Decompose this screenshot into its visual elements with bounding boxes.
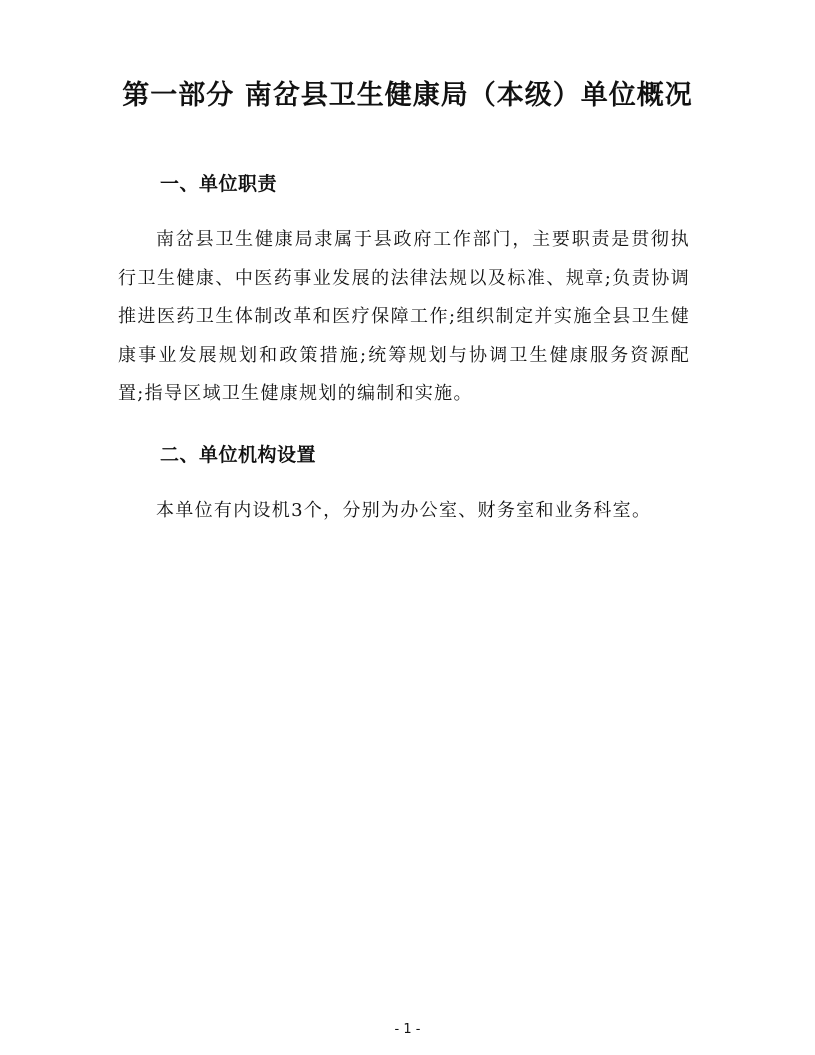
section-heading-duties: 一、单位职责 — [160, 173, 278, 195]
section-body-duties: 南岔县卫生健康局隶属于县政府工作部门，主要职责是贯彻执行卫生健康、中医药事业发展的法律法规以及标准、规章;负责协调推进医药卫生体制改革和医疗保障工作;组织制定并实施全县卫生健康事业发展规划和政策措施;统筹规划与协调卫生健康服务资源配置;指导区域卫生健康规划的编制和实施。 — [118, 229, 690, 404]
page-title: 第一部分 南岔县卫生健康局（本级）单位概况 — [122, 80, 693, 111]
section-heading-structure: 二、单位机构设置 — [160, 444, 317, 466]
page-number: - 1 - — [394, 1022, 421, 1037]
section-body-structure: 本单位有内设机3个，分别为办公室、财务室和业务科室。 — [156, 500, 652, 521]
